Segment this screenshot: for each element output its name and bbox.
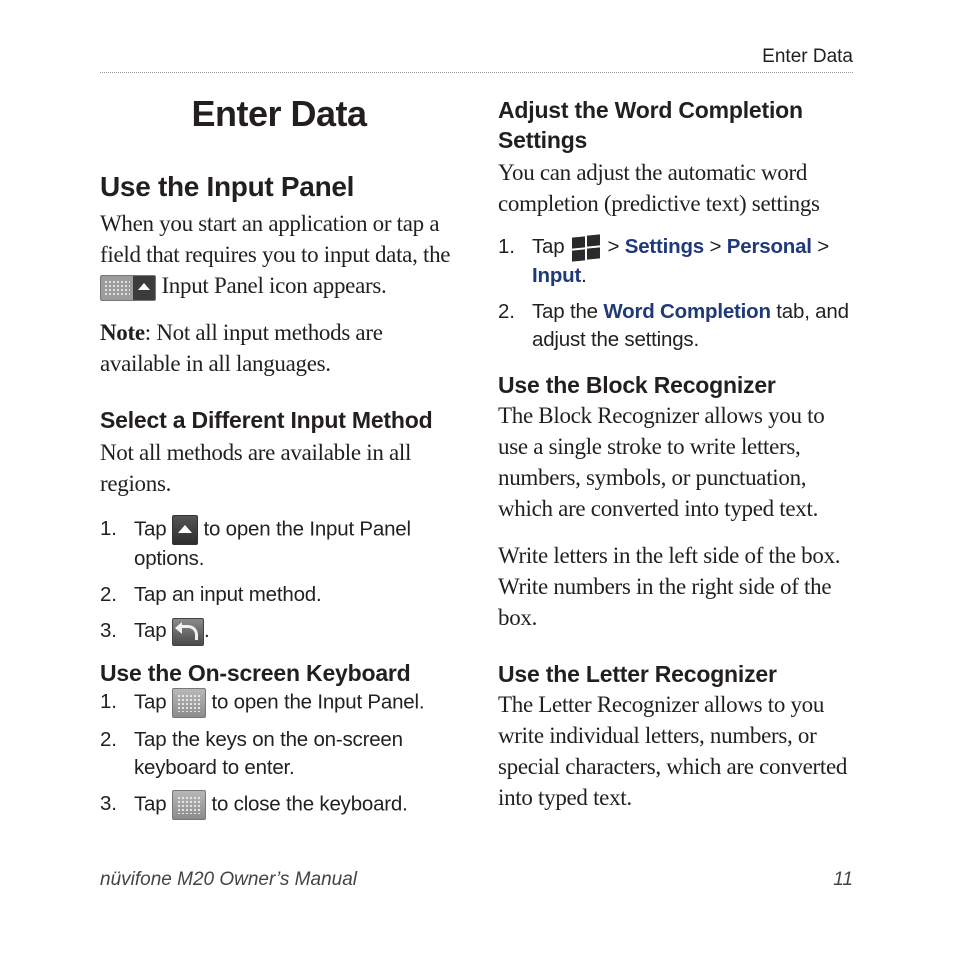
step-number: 1. <box>100 517 117 540</box>
personal-link: Personal <box>726 235 812 258</box>
step-number: 3. <box>100 791 117 815</box>
input-panel-icon <box>100 275 156 301</box>
step-text: to close the keyboard. <box>211 792 408 815</box>
select-method-intro: Not all methods are available in all regions. <box>100 440 412 496</box>
keyboard-icon <box>172 688 206 718</box>
onscreen-keyboard-heading: Use the On-screen Keyboard <box>100 659 411 686</box>
step-text: to open the Input Panel options. <box>134 517 411 570</box>
step-number: 2. <box>498 299 515 323</box>
select-method-heading: Select a Different Input Method <box>100 407 433 433</box>
list-item <box>498 298 856 354</box>
page-title: Enter Data <box>191 93 367 134</box>
word-completion-steps <box>498 233 856 354</box>
block-recognizer-para1: The Block Recognizer allows you to use a single stroke to write letters, numbers, symbols, or punctuation, which are converted into typed text. <box>498 402 825 521</box>
input-panel-paragraph <box>100 208 458 301</box>
step-number: 1. <box>100 689 117 713</box>
step-text: Tap an input method. <box>134 583 322 606</box>
list-item <box>100 617 458 646</box>
right-column <box>498 95 856 813</box>
input-panel-text-start: When you start an application or tap a field that requires you to input data, the <box>100 211 451 267</box>
step-text: Tap <box>134 619 167 642</box>
word-completion-intro: You can adjust the automatic word completion (predictive text) settings <box>498 160 820 216</box>
onscreen-keyboard-steps <box>100 688 458 820</box>
list-item <box>100 581 458 609</box>
up-arrow-icon <box>172 515 198 545</box>
list-item <box>100 688 458 718</box>
block-recognizer-para2: Write letters in the left side of the box. Write numbers in the right side of the box. <box>498 542 841 630</box>
note-label: Note <box>100 320 145 345</box>
step-text: . <box>203 619 210 642</box>
step-number: 2. <box>100 727 117 751</box>
step-number: 2. <box>100 583 117 606</box>
step-text: Tap <box>532 235 565 258</box>
running-head: Enter Data <box>762 46 853 67</box>
windows-start-icon <box>570 234 602 262</box>
footer-page-number: 11 <box>833 869 853 890</box>
input-panel-text-end: Input Panel icon appears. <box>161 273 387 298</box>
path-separator: > <box>709 235 722 258</box>
list-item <box>498 233 856 290</box>
letter-recognizer-para: The Letter Recognizer allows to you write individual letters, numbers, or special characters, which are converted into typed text. <box>498 691 848 810</box>
step-text: Tap <box>134 517 167 541</box>
left-column <box>100 90 458 820</box>
settings-link: Settings <box>624 235 705 258</box>
word-completion-heading: Adjust the Word Completion Settings <box>498 97 803 153</box>
list-item <box>100 515 458 573</box>
step-text: Tap the keys on the on-screen keyboard to enter. <box>134 727 403 779</box>
step-text: Tap the <box>532 299 598 323</box>
step-text: tab, and adjust the settings. <box>532 299 849 351</box>
input-panel-heading: Use the Input Panel <box>100 171 355 202</box>
list-item <box>100 790 458 820</box>
select-method-steps <box>100 515 458 646</box>
block-recognizer-heading: Use the Block Recognizer <box>498 371 776 398</box>
footer-manual-title: nüvifone M20 Owner’s Manual <box>100 869 357 890</box>
step-number: 3. <box>100 619 117 642</box>
step-text: to open the Input Panel. <box>211 690 425 713</box>
back-arrow-icon <box>172 618 204 646</box>
letter-recognizer-heading: Use the Letter Recognizer <box>498 660 777 687</box>
step-text: Tap <box>134 792 167 815</box>
step-text: . <box>581 263 587 287</box>
header-rule <box>100 72 853 73</box>
list-item <box>100 726 458 782</box>
input-link: Input <box>532 263 582 287</box>
step-text: Tap <box>134 690 167 713</box>
keyboard-icon <box>172 790 206 820</box>
word-completion-link: Word Completion <box>603 299 771 323</box>
path-separator: > <box>607 235 620 258</box>
path-separator: > <box>817 235 830 258</box>
note-paragraph <box>100 317 458 379</box>
note-text: : Not all input methods are available in all languages. <box>100 320 383 376</box>
step-number: 1. <box>498 235 515 258</box>
